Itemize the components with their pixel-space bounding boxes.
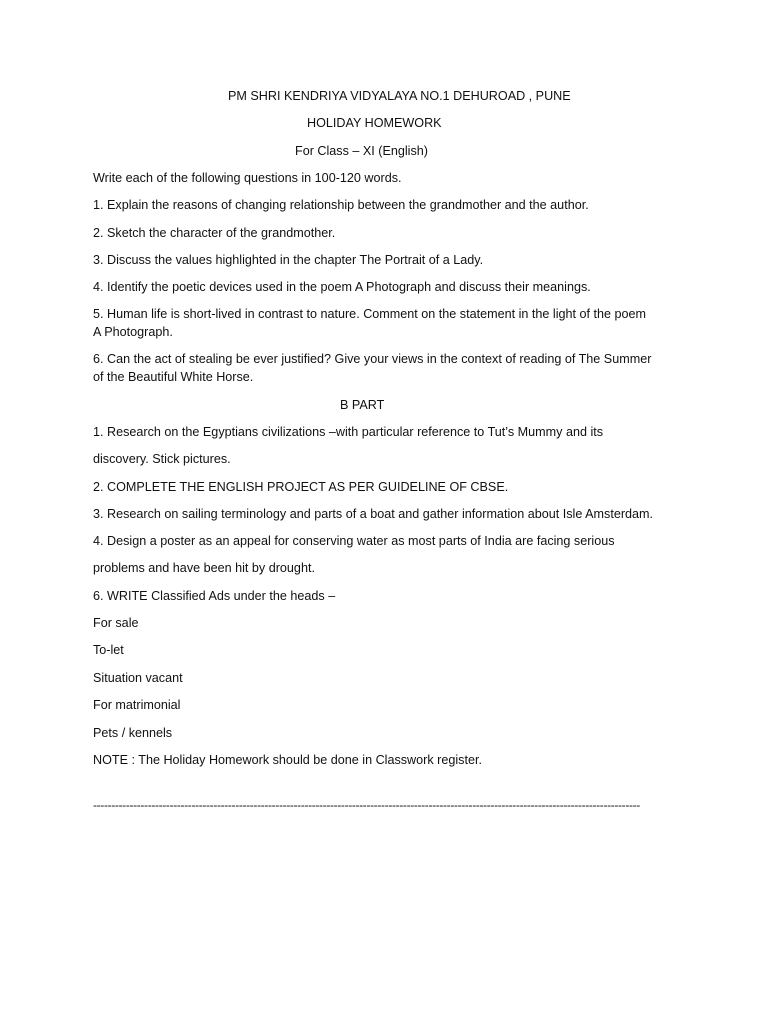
question-2: 2. Sketch the character of the grandmother. bbox=[93, 226, 336, 240]
bullet-item-situation-vacant: Situation vacant bbox=[93, 671, 183, 685]
note-text: NOTE : The Holiday Homework should be done in Classwork register. bbox=[93, 753, 482, 767]
instruction-text: Write each of the following questions in 100-120 words. bbox=[93, 171, 402, 185]
part-b-item-2: 2. COMPLETE THE ENGLISH PROJECT AS PER GUIDELINE OF CBSE. bbox=[93, 480, 509, 494]
bullet-item-for-sale: For sale bbox=[93, 616, 139, 630]
part-b-item-3: 3. Research on sailing terminology and parts of a boat and gather information about Isle Amsterdam. bbox=[93, 507, 654, 521]
question-5-line-2: A Photograph. bbox=[93, 325, 173, 339]
question-1: 1. Explain the reasons of changing relationship between the grandmother and the author. bbox=[93, 198, 589, 212]
part-b-item-4-line-1: 4. Design a poster as an appeal for conserving water as most parts of India are facing serious bbox=[93, 534, 615, 548]
question-6-line-2: of the Beautiful White Horse. bbox=[93, 370, 254, 384]
class-subtitle: For Class – XI (English) bbox=[295, 144, 428, 158]
question-4: 4. Identify the poetic devices used in the poem A Photograph and discuss their meanings. bbox=[93, 280, 591, 294]
school-name: PM SHRI KENDRIYA VIDYALAYA NO.1 DEHUROAD , PUNE bbox=[228, 89, 571, 103]
part-b-item-1-line-2: discovery. Stick pictures. bbox=[93, 452, 231, 466]
question-6-line-1: 6. Can the act of stealing be ever justified? Give your views in the context of reading of The Summer bbox=[93, 352, 652, 366]
part-b-item-6: 6. WRITE Classified Ads under the heads – bbox=[93, 589, 336, 603]
question-5-line-1: 5. Human life is short-lived in contrast to nature. Comment on the statement in the light of the poem bbox=[93, 307, 647, 321]
part-b-item-4-line-2: problems and have been hit by drought. bbox=[93, 561, 315, 575]
part-b-heading: B PART bbox=[340, 398, 385, 412]
dashed-divider: ------------------------------------------------------------------------------------------------------------------------------------------------------ bbox=[93, 798, 640, 812]
bullet-item-to-let: To-let bbox=[93, 643, 124, 657]
document-title: HOLIDAY HOMEWORK bbox=[307, 116, 442, 130]
bullet-item-for-matrimonial: For matrimonial bbox=[93, 698, 181, 712]
bullet-item-pets-kennels: Pets / kennels bbox=[93, 726, 173, 740]
question-3: 3. Discuss the values highlighted in the chapter The Portrait of a Lady. bbox=[93, 253, 484, 267]
part-b-item-1-line-1: 1. Research on the Egyptians civilizations –with particular reference to Tut’s Mummy and its bbox=[93, 425, 604, 439]
